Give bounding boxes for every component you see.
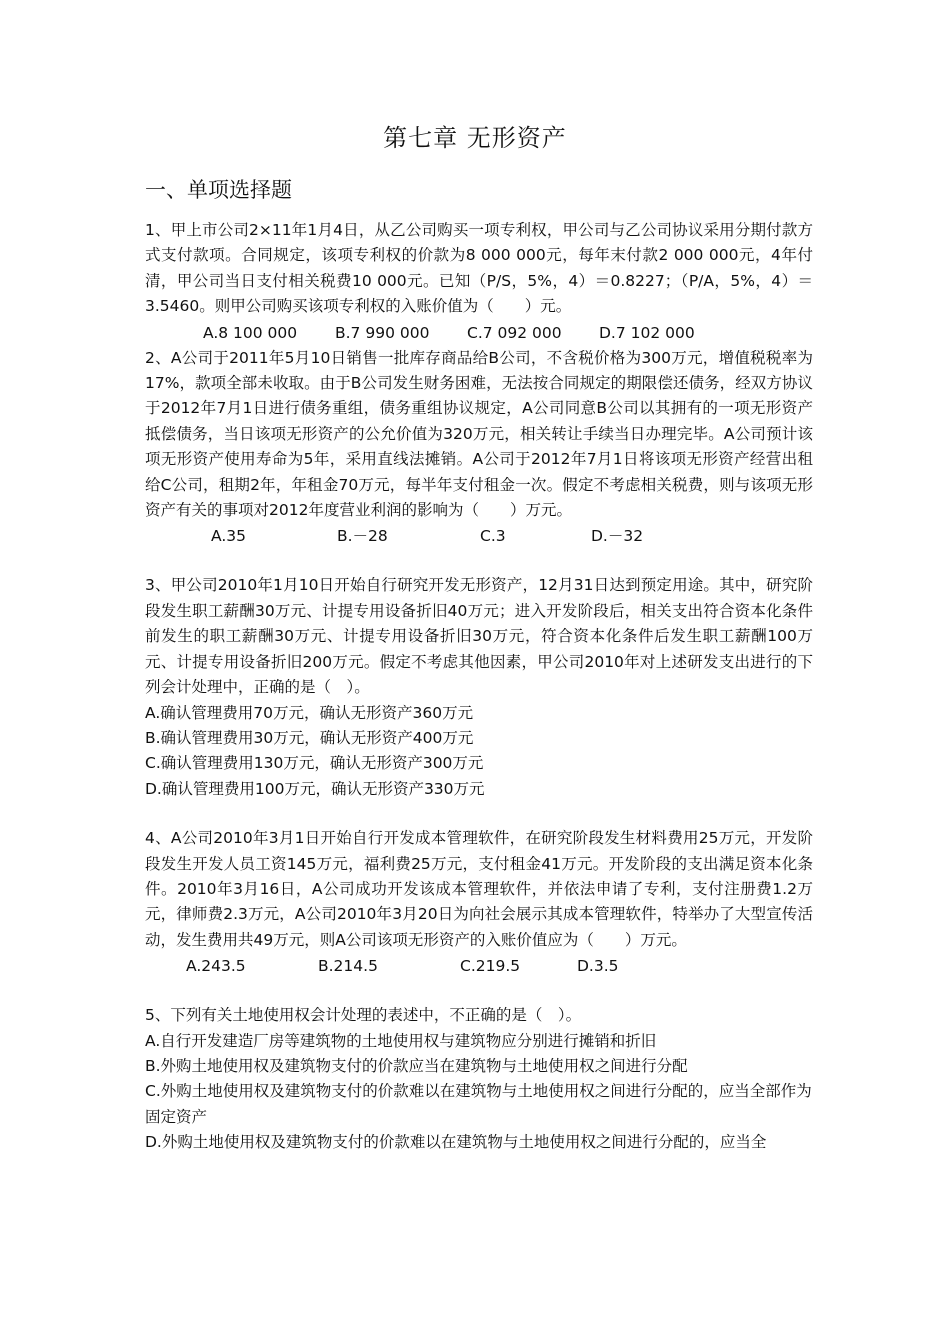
option-b: B.214.5 — [318, 957, 378, 976]
option-b: B.确认管理费用30万元，确认无形资产400万元 — [145, 728, 474, 747]
option-d: D.7 102 000 — [599, 323, 695, 342]
option-c: C.确认管理费用130万元，确认无形资产300万元 — [145, 754, 484, 773]
option-c: C.外购土地使用权及建筑物支付的价款难以在建筑物与土地使用权之间进行分配的，应当全部作为固定资产 — [145, 1082, 812, 1126]
option-a: A.35 — [211, 527, 246, 546]
question-text: 1、甲上市公司2×11年1月4日，从乙公司购买一项专利权，甲公司与乙公司协议采用分期付款方式支付款项。合同规定，该项专利权的价款为8 000 000元，每年末付款2 000 000元，4年付清，甲公司当日支付相关税费10 000元。已知（P/S，5%，4）＝0.8227；（P/A，5%，4）＝3.5460。则甲公司购买该项专利权的入账价值为（ ）元。 — [145, 221, 813, 316]
option-d: D.外购土地使用权及建筑物支付的价款难以在建筑物与土地使用权之间进行分配的，应当全 — [145, 1133, 767, 1152]
question-1 — [145, 218, 813, 346]
question-4 — [145, 826, 813, 979]
section-heading: 一、单项选择题 — [145, 178, 292, 202]
question-text: 4、A公司2010年3月1日开始自行开发成本管理软件，在研究阶段发生材料费用25万元，开发阶段发生开发人员工资145万元，福利费25万元，支付租金41万元。开发阶段的支出满足资本化条件。2010年3月16日，A公司成功开发该成本管理软件，并依法申请了专利，支付注册费1.2万元，律师费2.3万元，A公司2010年3月20日为向社会展示其成本管理软件，特举办了大型宣传活动，发生费用共49万元，则A公司该项无形资产的入账价值应为（ ）万元。 — [145, 829, 813, 949]
option-b: B.7 990 000 — [335, 323, 430, 342]
question-list — [145, 218, 813, 1156]
question-2 — [145, 346, 813, 550]
option-row — [145, 953, 813, 979]
option-d: D.－32 — [591, 527, 644, 546]
option-row — [145, 320, 813, 346]
option-b: B.外购土地使用权及建筑物支付的价款应当在建筑物与土地使用权之间进行分配 — [145, 1056, 688, 1075]
option-a: A.确认管理费用70万元，确认无形资产360万元 — [145, 703, 474, 722]
option-a: A.自行开发建造厂房等建筑物的土地使用权与建筑物应分别进行摊销和折旧 — [145, 1031, 657, 1050]
option-c: C.3 — [480, 527, 506, 546]
option-d: D.3.5 — [577, 957, 619, 976]
option-row — [145, 523, 813, 549]
option-c: C.219.5 — [460, 957, 521, 976]
chapter-title: 第七章 无形资产 — [383, 124, 567, 152]
question-text: 3、甲公司2010年1月10日开始自行研究开发无形资产，12月31日达到预定用途。其中，研究阶段发生职工薪酬30万元、计提专用设备折旧40万元；进入开发阶段后，相关支出符合资本化条件前发生的职工薪酬30万元、计提专用设备折旧30万元，符合资本化条件后发生职工薪酬100万元、计提专用设备折旧200万元。假定不考虑其他因素，甲公司2010年对上述研发支出进行的下列会计处理中，正确的是（ ）。 — [145, 576, 813, 697]
option-a: A.243.5 — [186, 957, 246, 976]
option-c: C.7 092 000 — [467, 323, 562, 342]
option-b: B.－28 — [337, 527, 388, 546]
question-3 — [145, 573, 813, 802]
question-text: 2、A公司于2011年5月10日销售一批库存商品给B公司，不含税价格为300万元，增值税税率为17%，款项全部未收取。由于B公司发生财务困难，无法按合同规定的期限偿还债务，经双方协议于2012年7月1日进行债务重组，债务重组协议规定，A公司同意B公司以其拥有的一项无形资产抵偿债务，当日该项无形资产的公允价值为320万元，相关转让手续当日办理完毕。A公司预计该项无形资产使用寿命为5年，采用直线法摊销。A公司于2012年7月1日将该项无形资产经营出租给C公司，租期2年，年租金70万元，每半年支付租金一次。假定不考虑相关税费，则与该项无形资产有关的事项对2012年度营业利润的影响为（ ）万元。 — [145, 348, 813, 520]
question-text: 5、下列有关土地使用权会计处理的表述中，不正确的是（ ）。 — [145, 1006, 582, 1025]
option-a: A.8 100 000 — [203, 323, 298, 342]
question-5 — [145, 1003, 813, 1155]
option-d: D.确认管理费用100万元，确认无形资产330万元 — [145, 779, 485, 798]
